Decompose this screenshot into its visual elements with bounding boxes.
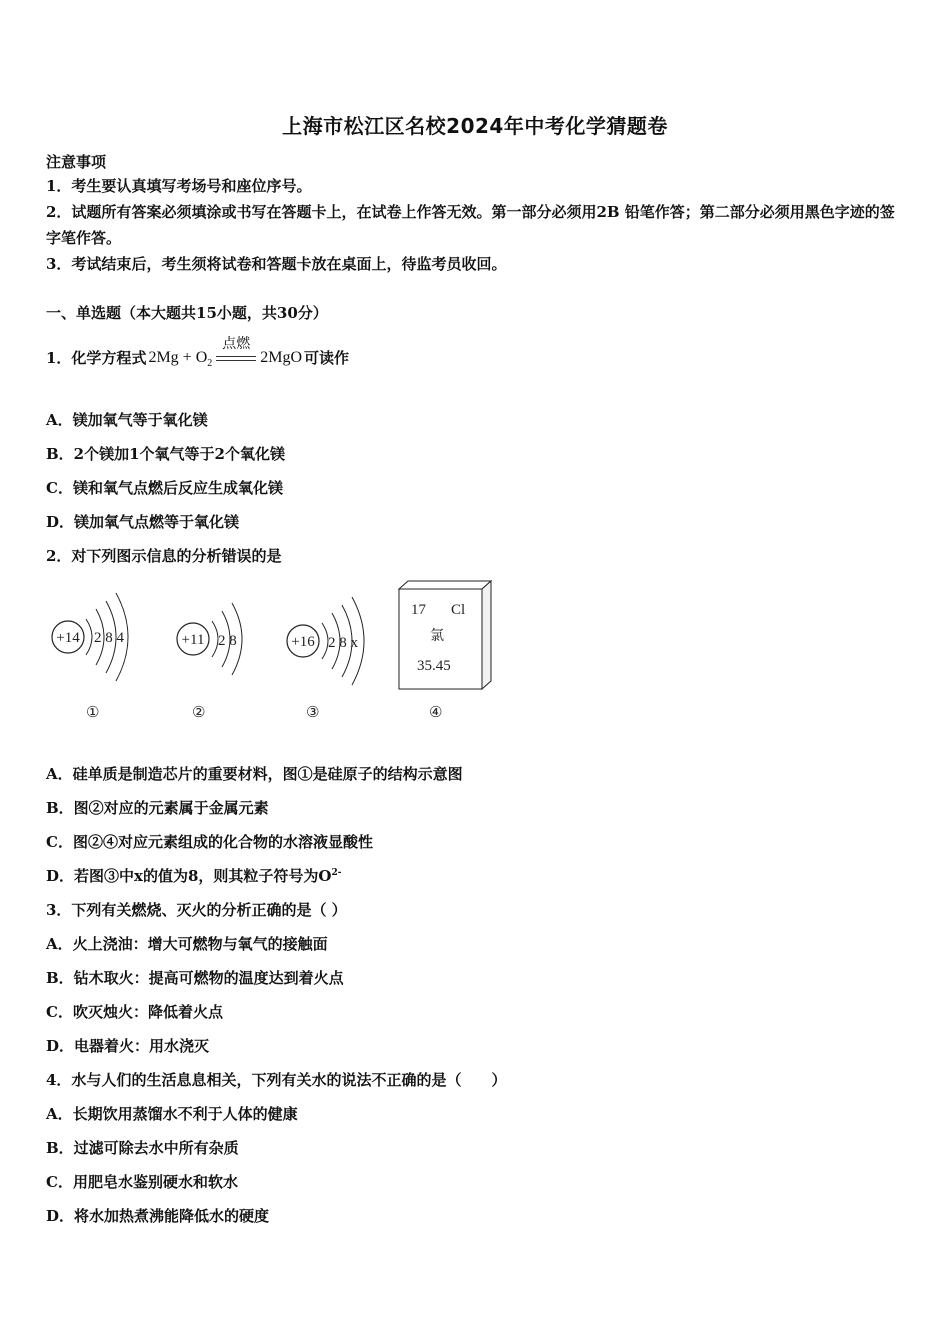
notice-item: 3．考试结束后，考生须将试卷和答题卡放在桌面上，待监考员收回。	[46, 255, 507, 273]
page-title: 上海市松江区名校2024年中考化学猜题卷	[282, 114, 668, 138]
eq-left: 2Mg + O	[148, 348, 208, 366]
q2-option-d	[46, 865, 341, 886]
element-name: 氯	[430, 628, 444, 644]
question-2: 2．对下列图示信息的分析错误的是	[46, 547, 282, 565]
q4-option-a: A．长期饮用蒸馏水不利于人体的健康	[46, 1105, 298, 1123]
equals-bars	[216, 356, 256, 361]
question-1	[46, 337, 350, 370]
figure-caption-1: ①	[86, 703, 100, 721]
element-symbol: Cl	[451, 602, 466, 618]
atom-structure-figures	[46, 577, 506, 727]
question-3: 3．下列有关燃烧、灭火的分析正确的是（ ）	[46, 901, 347, 919]
q4-option-d: D．将水加热煮沸能降低水的硬度	[46, 1207, 270, 1225]
atom-diagrams-svg	[46, 577, 506, 727]
atom-diagram-3	[287, 597, 364, 685]
element-cell	[399, 581, 491, 689]
q3-option-b: B．钻木取火：提高可燃物的温度达到着火点	[46, 969, 344, 987]
figure-caption-2: ②	[192, 703, 206, 721]
eq-left-sub: 2	[207, 358, 213, 370]
atomic-number: 17	[411, 602, 426, 618]
eq-condition: 点燃	[222, 337, 251, 353]
cell-top-face	[399, 581, 491, 589]
nucleus-charge: +11	[181, 632, 205, 648]
q1-option-b: B．2个镁加1个氧气等于2个氧化镁	[46, 445, 285, 463]
q2-option-c: C．图②④对应元素组成的化合物的水溶液显酸性	[46, 833, 373, 851]
q3-option-a: A．火上浇油：增大可燃物与氧气的接触面	[46, 935, 328, 953]
q2-option-b: B．图②对应的元素属于金属元素	[46, 799, 269, 817]
notice-heading: 注意事项	[46, 153, 107, 171]
atom-diagram-2	[177, 603, 242, 675]
nucleus-charge: +14	[56, 630, 80, 646]
figure-caption-3: ③	[306, 703, 320, 721]
q4-option-b: B．过滤可除去水中所有杂质	[46, 1139, 239, 1157]
q2-option-a: A．硅单质是制造芯片的重要材料，图①是硅原子的结构示意图	[46, 765, 463, 783]
notice-list	[46, 173, 908, 277]
atom-diagram-1	[52, 593, 128, 681]
figure-caption-4: ④	[429, 703, 443, 721]
q4-option-c: C．用肥皂水鉴别硬水和软水	[46, 1173, 238, 1191]
chemical-equation	[148, 337, 303, 370]
q2-option-d-text: D．若图③中x的值为8，则其粒子符号为O	[46, 867, 332, 885]
q3-option-c: C．吹灭烛火：降低着火点	[46, 1003, 223, 1021]
question-4: 4．水与人们的生活息息相关，下列有关水的说法不正确的是（ ）	[46, 1071, 507, 1089]
notice-item: 1．考生要认真填写考场号和座位序号。	[46, 177, 312, 195]
q1-option-a: A．镁加氧气等于氧化镁	[46, 411, 208, 429]
atomic-mass: 35.45	[417, 658, 451, 674]
section-heading: 一、单选题（本大题共15小题，共30分）	[46, 304, 328, 322]
shell-electrons: 2 8 4	[94, 630, 124, 646]
notice-item: 2．试题所有答案必须填涂或书写在答题卡上，在试卷上作答无效。第一部分必须用2B 铅笔作答；第二部分必须用黑色字迹的签字笔作答。	[46, 203, 895, 247]
shell-electrons: 2 8	[218, 633, 237, 649]
q1-option-d: D．镁加氧气点燃等于氧化镁	[46, 513, 240, 531]
q3-option-d: D．电器着火：用水浇灭	[46, 1037, 210, 1055]
q1-option-c: C．镁和氧气点燃后反应生成氧化镁	[46, 479, 283, 497]
ion-charge: 2-	[331, 868, 342, 878]
eq-right: 2MgO	[260, 348, 303, 366]
cell-side-face	[482, 581, 491, 689]
shell-electrons: 2 8 x	[328, 635, 358, 651]
electron-shell	[86, 619, 92, 655]
q1-suffix: 可读作	[304, 349, 350, 367]
q1-prefix: 1．化学方程式	[46, 349, 147, 367]
reaction-arrow	[216, 337, 256, 366]
nucleus-charge: +16	[291, 634, 315, 650]
